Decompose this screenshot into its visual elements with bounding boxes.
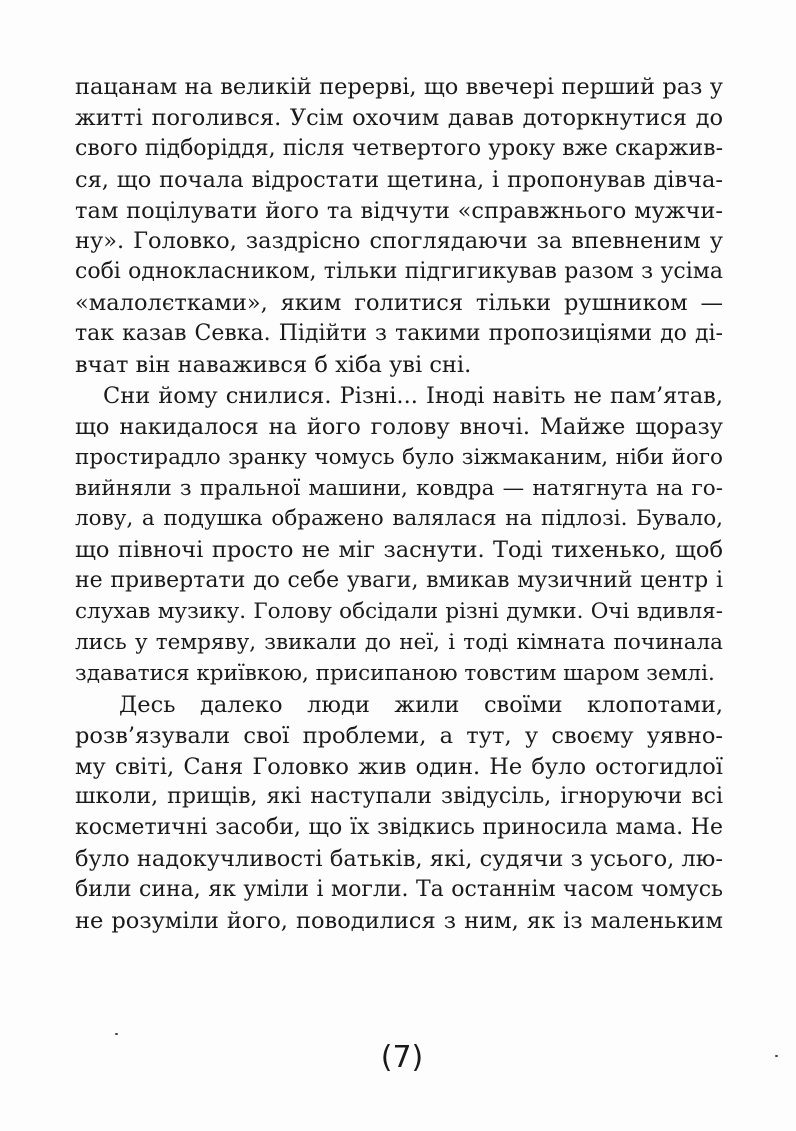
scan-speck: [775, 1055, 778, 1057]
text-line: не розуміли його, поводилися з ним, як із маленьким: [75, 908, 723, 935]
text-line: ся, що почала відростати щетина, і пропонував дівча-: [75, 166, 723, 193]
text-line: школи, прищів, які наступали звідусіль, ігноруючи всі: [75, 784, 723, 810]
text-line: Сни йому снилися. Різні... Іноді навіть не пам’ятав,: [103, 382, 723, 409]
text-line: розв’язували свої проблеми, а тут, у своєму уявно-: [75, 722, 723, 749]
text-line: ну». Головко, заздрісно споглядаючи за впевненим у: [75, 228, 723, 255]
body-text: [75, 72, 723, 937]
page-number: (7): [380, 1040, 424, 1075]
text-line: били сина, як уміли і могли. Та останнім часом чомусь: [75, 877, 723, 903]
text-line: свого підборіддя, після четвертого уроку вже скаржив-: [75, 135, 723, 161]
text-line: було надокучливості батьків, які, судячи з усього, лю-: [75, 846, 723, 873]
text-line: лову, а подушка ображено валялася на підлозі. Бувало,: [75, 506, 723, 532]
text-line: що накидалося на його голову вночі. Майже щоразу: [75, 413, 723, 440]
text-line: так казав Севка. Підійти з такими пропозиціями до ді-: [75, 321, 723, 347]
text-line: «малолєтками», яким голитися тільки рушником —: [75, 290, 723, 317]
text-line: там поцілувати його та відчути «справжнього мужчи-: [75, 197, 723, 224]
text-line: житті поголився. Усім охочим давав доторкнутися до: [75, 104, 723, 131]
text-line: Десь далеко люди жили своїми клопотами,: [119, 691, 723, 718]
text-line: пацанам на великій перерві, що ввечері перший раз у: [75, 74, 723, 100]
text-line: му світі, Саня Головко жив один. Не було остогидлої: [75, 753, 723, 780]
text-line: не привертати до себе уваги, вмикав музичний центр і: [75, 568, 723, 594]
text-line: що півночі просто не міг заснути. Тоді тихенько, щоб: [75, 537, 723, 564]
scan-speck: [115, 1033, 118, 1035]
text-line: лись у темряву, звикали до неї, і тоді кімната починала: [75, 630, 723, 656]
text-line: собі однокласником, тільки підгигикував разом з усіма: [75, 259, 723, 285]
text-line: здаватися криївкою, присипаною товстим шаром землі.: [75, 660, 715, 686]
text-line: косметичні засоби, що їх звідкись приносила мама. Не: [75, 815, 723, 841]
text-line: слухав музику. Голову обсідали різні думки. Очі вдивля-: [75, 599, 723, 625]
text-line: вийняли з пральної машини, ковдра — натягнута на го-: [75, 475, 723, 501]
text-line: простирадло зранку чомусь було зіжмаканим, ніби його: [75, 444, 723, 470]
text-line: вчат він наважився б хіба уві сні.: [75, 352, 472, 379]
